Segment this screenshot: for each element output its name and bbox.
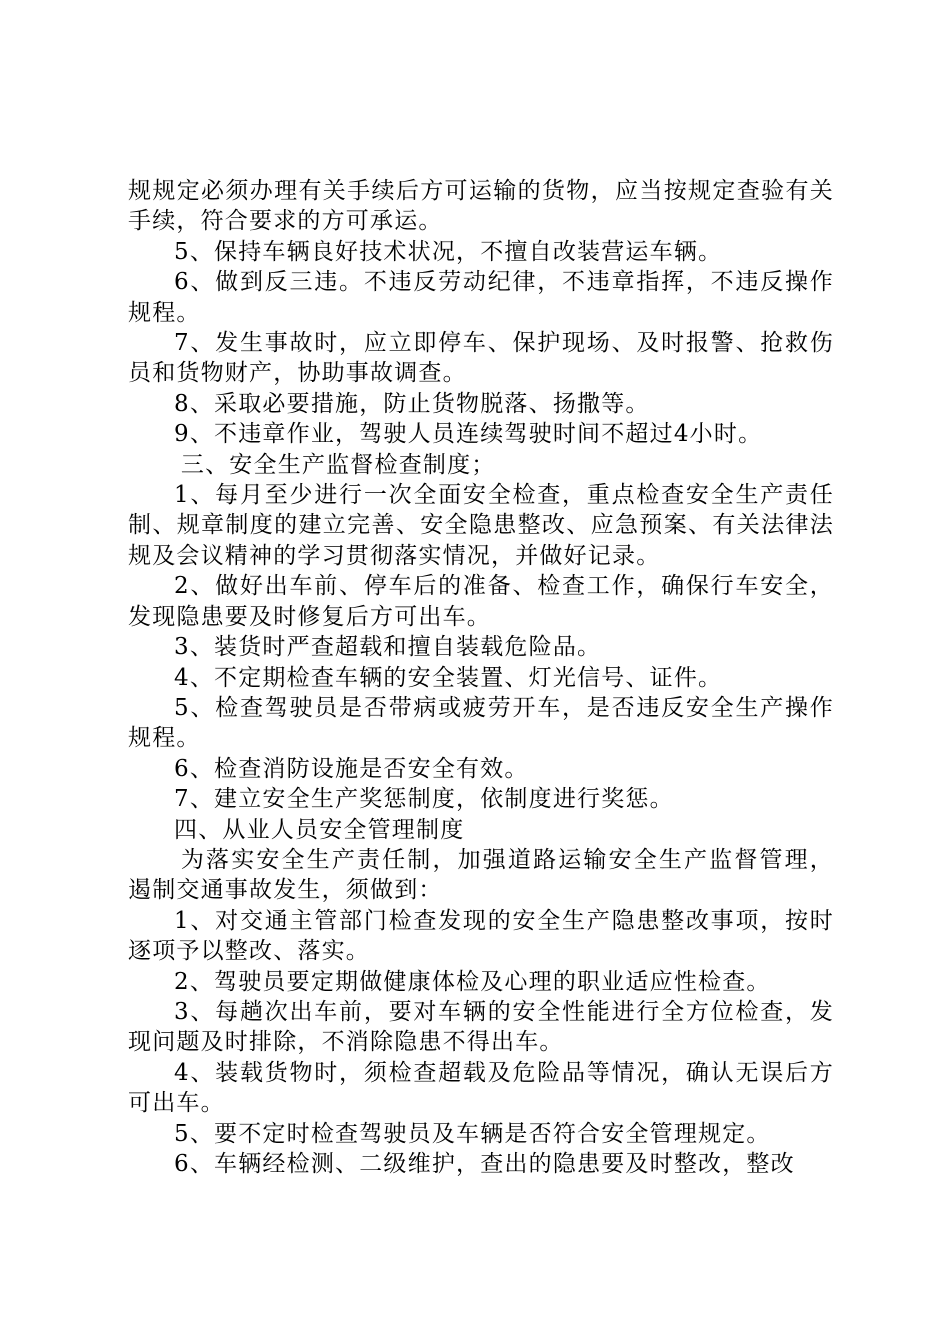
section-heading-3: 三、安全生产监督检查制度；	[180, 451, 496, 478]
paragraph-8: 1、每月至少进行一次全面安全检查，重点检查安全生产责任制、规章制度的建立完善、安全隐患整改、应急预案、有关法律法规及会议精神的学习贯彻落实情况，并做好记录。	[128, 482, 834, 569]
paragraph-17: 1、对交通主管部门检查发现的安全生产隐患整改事项，按时逐项予以整改、落实。	[128, 907, 834, 965]
paragraph-21: 5、要不定时检查驾驶员及车辆是否符合安全管理规定。	[174, 1120, 771, 1147]
paragraph-5: 8、采取必要措施，防止货物脱落、扬撒等。	[174, 390, 650, 417]
paragraph-6: 9、不违章作业，驾驶人员连续驾驶时间不超过4小时。	[174, 421, 763, 448]
paragraph-2: 5、保持车辆良好技术状况，不擅自改装营运车辆。	[174, 238, 723, 265]
paragraph-20: 4、装载货物时，须检查超载及危险品等情况，确认无误后方可出车。	[128, 1059, 834, 1117]
paragraph-10: 3、装货时严查超载和擅自装载危险品。	[174, 634, 602, 661]
paragraph-13: 6、检查消防设施是否安全有效。	[174, 755, 529, 782]
paragraph-16: 为落实安全生产责任制，加强道路运输安全生产监督管理，遏制交通事故发生，须做到：	[128, 846, 834, 904]
paragraph-1: 规规定必须办理有关手续后方可运输的货物，应当按规定查验有关手续，符合要求的方可承运。	[128, 178, 834, 235]
document-page	[128, 176, 834, 1179]
paragraph-11: 4、不定期检查车辆的安全装置、灯光信号、证件。	[174, 664, 723, 691]
paragraph-3: 6、做到反三违。不违反劳动纪律，不违章指挥，不违反操作规程。	[128, 269, 834, 326]
section-heading-4: 四、从业人员安全管理制度	[174, 816, 465, 843]
paragraph-22: 6、车辆经检测、二级维护，查出的隐患要及时整改，整改	[174, 1151, 795, 1177]
paragraph-18: 2、驾驶员要定期做健康体检及心理的职业适应性检查。	[174, 968, 771, 995]
paragraph-12: 5、检查驾驶员是否带病或疲劳开车，是否违反安全生产操作规程。	[128, 694, 834, 752]
paragraph-19: 3、每趟次出车前，要对车辆的安全性能进行全方位检查，发现问题及时排除，不消除隐患不得出车。	[128, 998, 834, 1056]
paragraph-9: 2、做好出车前、停车后的准备、检查工作，确保行车安全，发现隐患要及时修复后方可出车。	[128, 573, 834, 630]
paragraph-14: 7、建立安全生产奖惩制度，依制度进行奖惩。	[174, 786, 674, 813]
paragraph-4: 7、发生事故时，应立即停车、保护现场、及时报警、抢救伤员和货物财产，协助事故调查。	[128, 330, 834, 387]
